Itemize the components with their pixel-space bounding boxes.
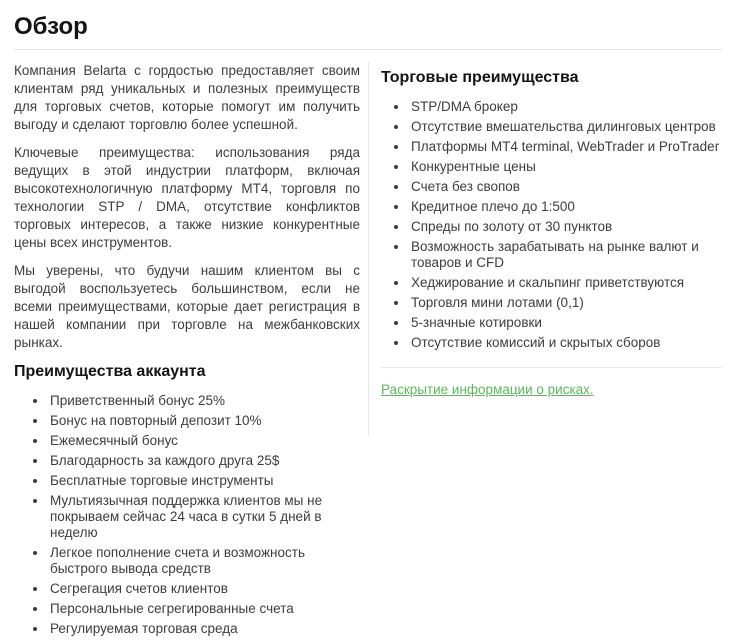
- account-advantage-item: • Персональные сегрегированные счета: [48, 601, 360, 617]
- risk-link-divider: [381, 367, 722, 368]
- account-advantage-item: • Регулируемая торговая среда: [48, 621, 360, 637]
- page-title: Обзор: [14, 13, 88, 40]
- intro-paragraph: Ключевые преимущества: использования ряда ведущих в этой индустрии платформ, включая высокотехнологичную платформу MT4, торговля по технологии STP / DMA, отсутствие конфликтов торговых интересов, а также низкие конкурентные цены всех инструментов.: [14, 145, 360, 251]
- intro-paragraph: Мы уверены, что будучи нашим клиентом вы с выгодой воспользуетесь большинством, если не всеми преимуществами, которые дает регистрация в нашей компании при торговле на межбанковских рынках.: [14, 263, 360, 351]
- trading-advantages-column: [368, 62, 722, 435]
- trading-advantage-item: • Счета без свопов: [409, 179, 722, 195]
- trading-advantage-item: • 5-значные котировки: [409, 315, 722, 331]
- trading-advantage-item: • Отсутствие комиссий и скрытых сборов: [409, 335, 722, 351]
- account-advantage-item: • Сегрегация счетов клиентов: [48, 581, 360, 597]
- trading-advantages-heading: Торговые преимущества: [381, 69, 579, 87]
- trading-advantage-item: • Хеджирование и скальпинг приветствуются: [409, 275, 722, 291]
- account-advantage-item: • Приветственный бонус 25%: [48, 393, 360, 409]
- trading-advantage-item: • Торговля мини лотами (0,1): [409, 295, 722, 311]
- account-advantages-list: [14, 393, 360, 637]
- intro-paragraph: Компания Belarta с гордостью предоставляет своим клиентам ряд уникальных и полезных преимуществ для торговых счетов, которые помогут им получить выгоду и сделают торговлю более успешной.: [14, 63, 360, 133]
- account-advantages-heading: Преимущества аккаунта: [14, 363, 206, 381]
- trading-advantage-item: • Отсутствие вмешательства дилинговых центров: [409, 119, 722, 135]
- account-advantage-item: • Благодарность за каждого друга 25$: [48, 453, 360, 469]
- account-advantage-item: • Мультиязычная поддержка клиентов мы не покрываем сейчас 24 часа в сутки 5 дней в неделю: [48, 493, 360, 541]
- risk-disclosure-link[interactable]: Раскрытие информации о рисках.: [381, 382, 594, 398]
- account-advantage-item: • Легкое пополнение счета и возможность быстрого вывода средств: [48, 545, 360, 577]
- intro-paragraphs: [14, 62, 360, 352]
- trading-advantage-item: • STP/DMA брокер: [409, 99, 722, 115]
- trading-advantage-item: • Возможность зарабатывать на рынке валют и товаров и CFD: [409, 239, 722, 271]
- account-advantage-item: • Бонус на повторный депозит 10%: [48, 413, 360, 429]
- trading-advantage-item: • Спреды по золоту от 30 пунктов: [409, 219, 722, 235]
- trading-advantage-item: • Конкурентные цены: [409, 159, 722, 175]
- title-divider: [14, 49, 722, 50]
- intro-column: [14, 62, 360, 641]
- account-advantage-item: • Ежемесячный бонус: [48, 433, 360, 449]
- trading-advantage-item: • Платформы MT4 terminal, WebTrader и ProTrader: [409, 139, 722, 155]
- trading-advantage-item: • Кредитное плечо до 1:500: [409, 199, 722, 215]
- account-advantage-item: • Бесплатные торговые инструменты: [48, 473, 360, 489]
- trading-advantages-list: [381, 99, 722, 351]
- content-columns: [14, 62, 722, 641]
